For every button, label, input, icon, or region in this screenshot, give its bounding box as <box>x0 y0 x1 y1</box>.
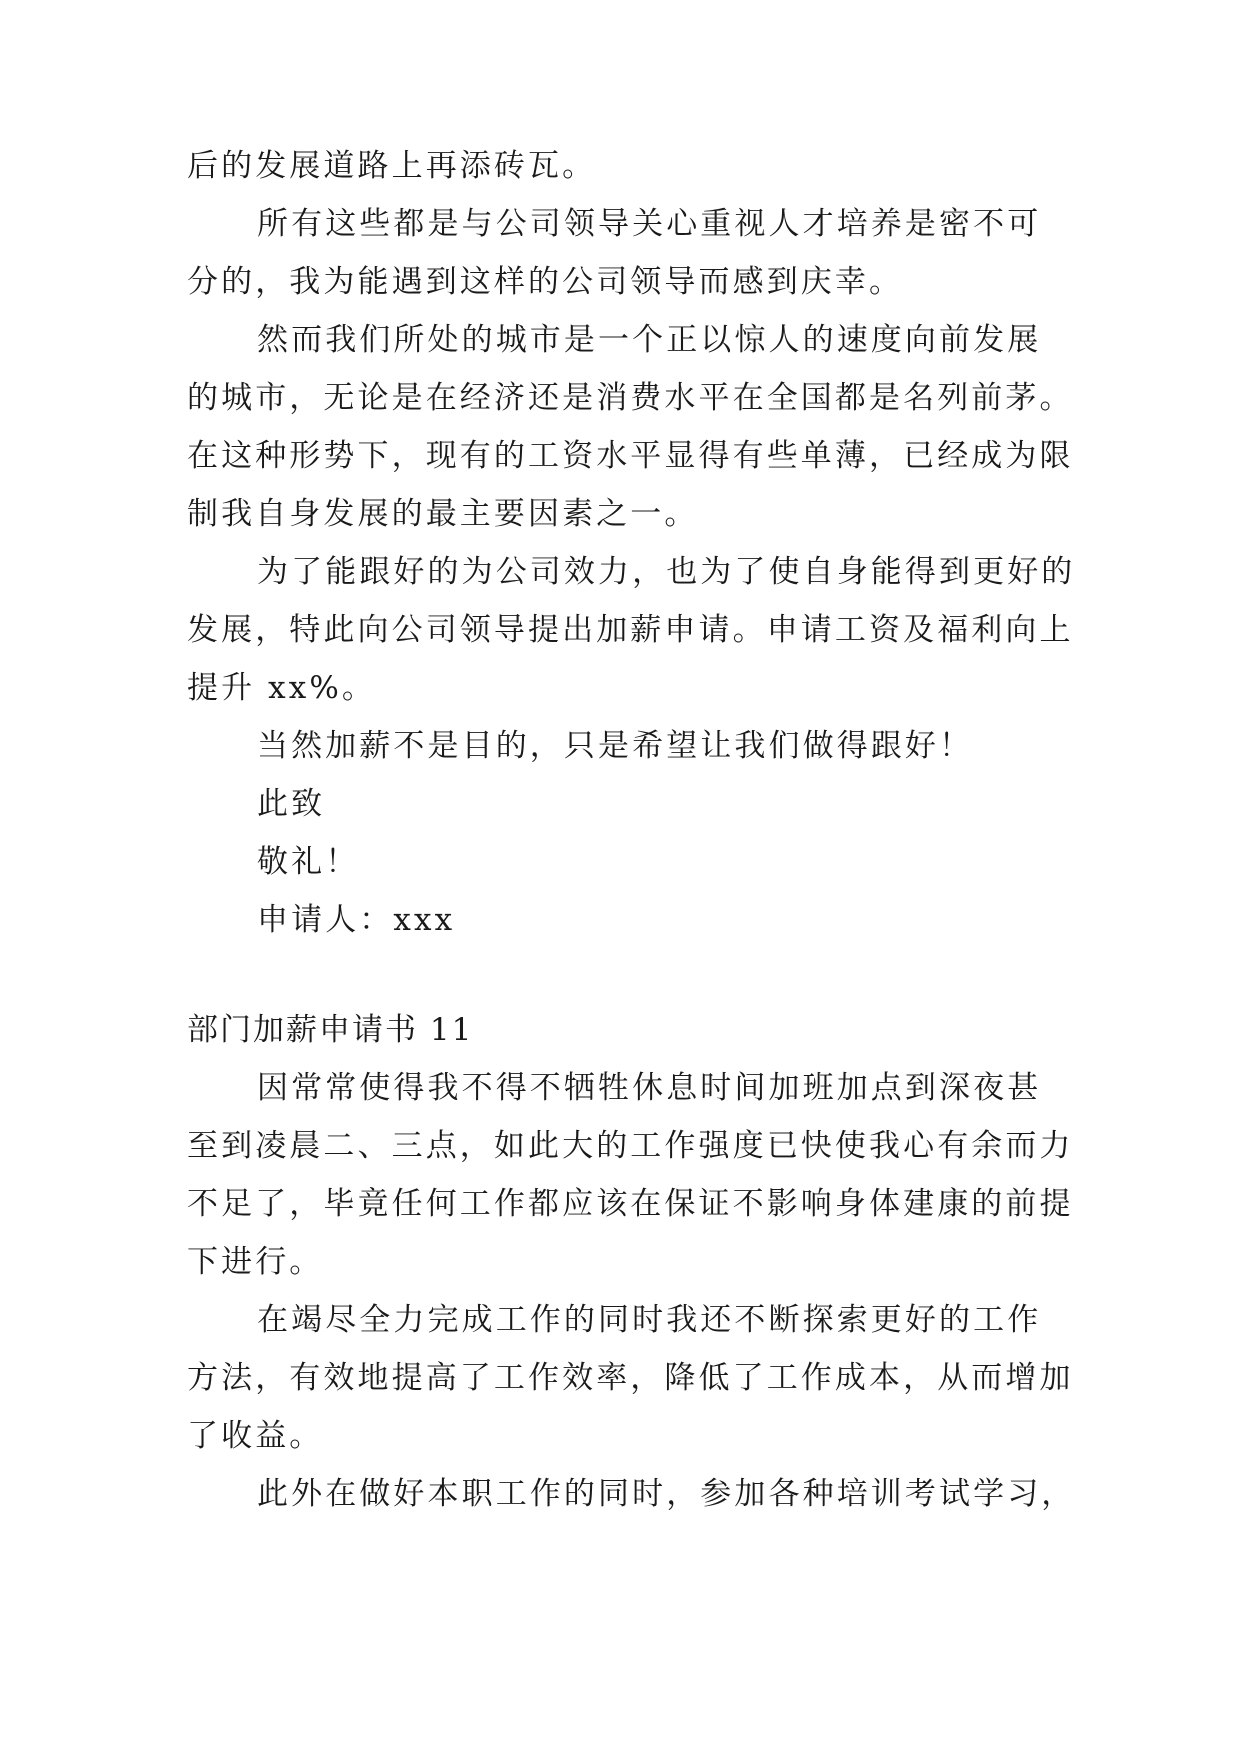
signature-line: 申请人：xxx <box>257 902 456 938</box>
body-line: 下进行。 <box>187 1244 324 1280</box>
paragraph-line: 然而我们所处的城市是一个正以惊人的速度向前发展 <box>257 322 1042 358</box>
paragraph-line: 为了能跟好的为公司效力，也为了使自身能得到更好的 <box>257 554 1076 590</box>
body-line: 分的，我为能遇到这样的公司领导而感到庆幸。 <box>187 264 904 300</box>
body-line: 的城市，无论是在经济还是消费水平在全国都是名列前茅。 <box>187 380 1074 416</box>
section-heading: 部门加薪申请书 11 <box>187 1012 474 1048</box>
body-line: 不足了，毕竟任何工作都应该在保证不影响身体建康的前提 <box>187 1186 1074 1222</box>
body-line: 发展，特此向公司领导提出加薪申请。申请工资及福利向上 <box>187 612 1074 648</box>
paragraph-line: 所有这些都是与公司领导关心重视人才培养是密不可 <box>257 206 1042 242</box>
body-line: 提升 xx%。 <box>187 670 376 706</box>
paragraph-line: 当然加薪不是目的，只是希望让我们做得跟好！ <box>257 728 974 764</box>
paragraph-line: 在竭尽全力完成工作的同时我还不断探索更好的工作 <box>257 1302 1042 1338</box>
body-line: 了收益。 <box>187 1418 324 1454</box>
closing-line: 敬礼！ <box>257 844 360 880</box>
paragraph-line: 此外在做好本职工作的同时，参加各种培训考试学习， <box>257 1476 1076 1512</box>
body-line: 在这种形势下，现有的工资水平显得有些单薄，已经成为限 <box>187 438 1074 474</box>
body-line: 方法，有效地提高了工作效率，降低了工作成本，从而增加 <box>187 1360 1074 1396</box>
paragraph-line: 因常常使得我不得不牺牲休息时间加班加点到深夜甚 <box>257 1070 1042 1106</box>
body-line: 后的发展道路上再添砖瓦。 <box>187 148 597 184</box>
body-line: 至到凌晨二、三点，如此大的工作强度已快使我心有余而力 <box>187 1128 1074 1164</box>
body-line: 制我自身发展的最主要因素之一。 <box>187 496 699 532</box>
closing-line: 此致 <box>257 786 326 822</box>
